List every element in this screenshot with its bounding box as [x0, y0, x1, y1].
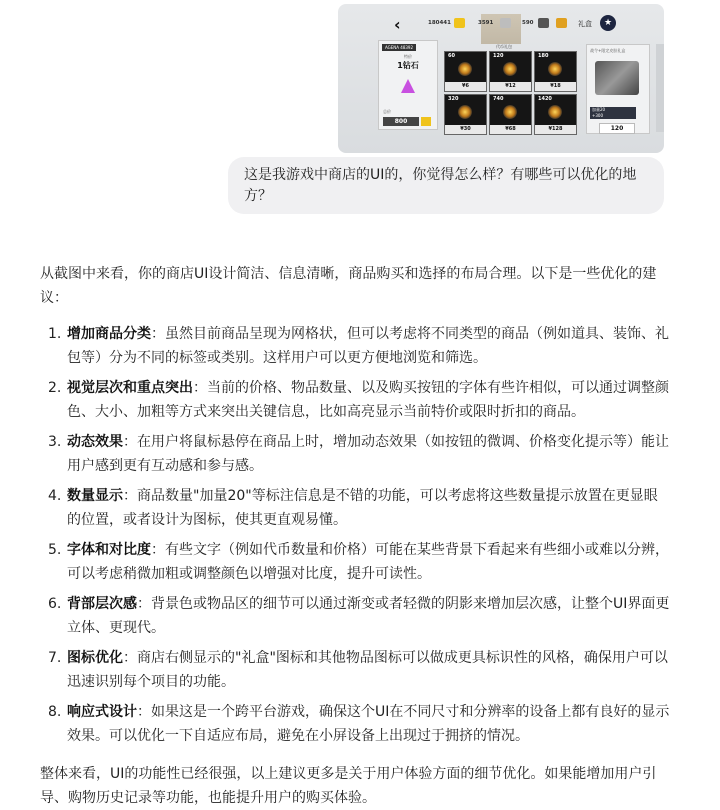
gold-coin-icon	[421, 117, 431, 126]
chevron-left-icon: ‹	[394, 15, 401, 34]
item-text: ：当前的价格、物品数量、以及购买按钮的字体有些许相似，可以通过调整颜色、大小、加粗等方式来突出关键信息，比如高亮显示当前特价或限时折扣的商品。	[67, 380, 669, 420]
card-price: 800	[383, 117, 419, 126]
token-amount: 120	[493, 53, 504, 59]
item-text: ：在用户将鼠标悬停在商品上时，增加动态效果（如按钮的微调、价格变化提示等）能让用户感到更有互动感和参与感。	[67, 434, 669, 474]
item-title: 字体和对比度	[67, 542, 151, 558]
item-text: ：如果这是一个跨平台游戏，确保这个UI在不同尺寸和分辨率的设备上都有良好的显示效果。可以优化一下自适应布局，避免在小屏设备上出现过于拥挤的情况。	[67, 704, 670, 744]
item-text: ：商店右侧显示的"礼盒"图标和其他物品图标可以做成更具标识性的风格，确保用户可以迅速识别每个项目的功能。	[67, 650, 668, 690]
grid-header: 代币礼包	[496, 44, 512, 49]
gift-label: 礼盒	[578, 20, 592, 28]
gift-box-icon	[556, 18, 567, 28]
item-text: ：有些文字（例如代币数量和价格）可能在某些背景下看起来有些细小或难以分辨，可以考虑稍微加粗或调整颜色以增强对比度，提升可读性。	[67, 542, 669, 582]
item-title: 动态效果	[67, 434, 123, 450]
silver-coin-icon	[500, 18, 511, 28]
card-subtitle: 特价	[404, 54, 412, 59]
gift-card-price: 120	[599, 123, 635, 134]
token-price: ¥12	[490, 82, 531, 91]
attached-screenshot[interactable]	[338, 4, 664, 153]
list-number: 7.	[48, 650, 62, 666]
list-item	[40, 592, 670, 640]
token-icon	[503, 105, 517, 119]
list-number: 3.	[48, 434, 62, 450]
currency-gold: 180441	[428, 20, 451, 26]
gift-card-header: 战令+限定皮肤礼盒	[590, 48, 626, 53]
list-number: 5.	[48, 542, 62, 558]
token-icon	[548, 105, 562, 119]
item-text: ：虽然目前商品呈现为网格状，但可以考虑将不同类型的商品（例如道具、装饰、礼包等）分为不同的标签或类别。这样用户可以更方便地浏览和筛选。	[67, 326, 669, 366]
token-price: ¥30	[445, 125, 486, 134]
suggestion-list	[40, 322, 670, 748]
item-title: 数量显示	[67, 488, 123, 504]
token-price: ¥128	[535, 125, 576, 134]
item-title: 背部层次感	[67, 596, 137, 612]
token-item	[534, 94, 577, 135]
token-amount: 1420	[538, 96, 552, 102]
token-icon	[458, 105, 472, 119]
token-price: ¥18	[535, 82, 576, 91]
list-number: 8.	[48, 704, 62, 720]
list-number: 4.	[48, 488, 62, 504]
diamond-icon	[401, 79, 415, 93]
currency-silver: 3591	[478, 20, 494, 26]
item-title: 视觉层次和重点突出	[67, 380, 193, 396]
badge-label: 加量20	[592, 107, 606, 112]
item-text: ：背景色或物品区的细节可以通过渐变或者轻微的阴影来增加层次感，让整个UI界面更立体、更现代。	[67, 596, 670, 636]
token-item	[489, 94, 532, 135]
reply-intro: 从截图中来看，你的商店UI设计简洁、信息清晰，商品购买和选择的布局合理。以下是一些优化的建议：	[40, 266, 657, 306]
token-amount: 180	[538, 53, 549, 59]
user-message-bubble	[228, 157, 664, 214]
badge-sub: +300	[592, 113, 603, 118]
list-item	[40, 646, 670, 694]
token-icon	[548, 62, 562, 76]
token-price: ¥68	[490, 125, 531, 134]
list-number: 1.	[48, 326, 62, 342]
card-tag: AGENA 48392	[382, 44, 416, 51]
list-item	[40, 538, 670, 586]
dark-coin-icon	[538, 18, 549, 28]
token-amount: 740	[493, 96, 504, 102]
list-number: 6.	[48, 596, 62, 612]
assistant-reply	[40, 262, 670, 810]
gift-box-image	[595, 61, 639, 95]
currency-dark: 590	[522, 20, 534, 26]
featured-diamond-card	[378, 40, 438, 130]
token-amount: 60	[448, 53, 455, 59]
item-title: 增加商品分类	[67, 326, 151, 342]
game-topbar	[338, 14, 664, 36]
item-text: ：商品数量"加量20"等标注信息是不错的功能，可以考虑将这些数量提示放置在更显眼的位置，或者设计为图标，使其更直观易懂。	[67, 488, 658, 528]
token-icon	[458, 62, 472, 76]
list-item	[40, 430, 670, 478]
token-icon	[503, 62, 517, 76]
reply-outro: 整体来看，UI的功能性已经很强，以上建议更多是关于用户体验方面的细节优化。如果能增加用户引导、购物历史记录等功能，也能提升用户的购买体验。	[40, 766, 657, 806]
list-item	[40, 700, 670, 748]
item-title: 图标优化	[67, 650, 123, 666]
list-item	[40, 376, 670, 424]
token-item	[534, 51, 577, 92]
card-title: 1钻石	[397, 61, 419, 70]
token-item	[489, 51, 532, 92]
gold-coin-icon	[454, 18, 465, 28]
list-item	[40, 484, 670, 532]
token-item	[444, 51, 487, 92]
token-item	[444, 94, 487, 135]
token-amount: 320	[448, 96, 459, 102]
gift-card-badge	[590, 107, 636, 119]
list-number: 2.	[48, 380, 62, 396]
item-title: 响应式设计	[67, 704, 137, 720]
next-card-edge	[656, 44, 664, 132]
gift-box-card	[586, 44, 650, 134]
token-price: ¥6	[445, 82, 486, 91]
list-item	[40, 322, 670, 370]
avatar: ★	[600, 15, 616, 31]
user-message-text: 这是我游戏中商店的UI的，你觉得怎么样？有哪些可以优化的地方？	[244, 167, 637, 204]
card-price-label: 总价	[383, 109, 391, 114]
